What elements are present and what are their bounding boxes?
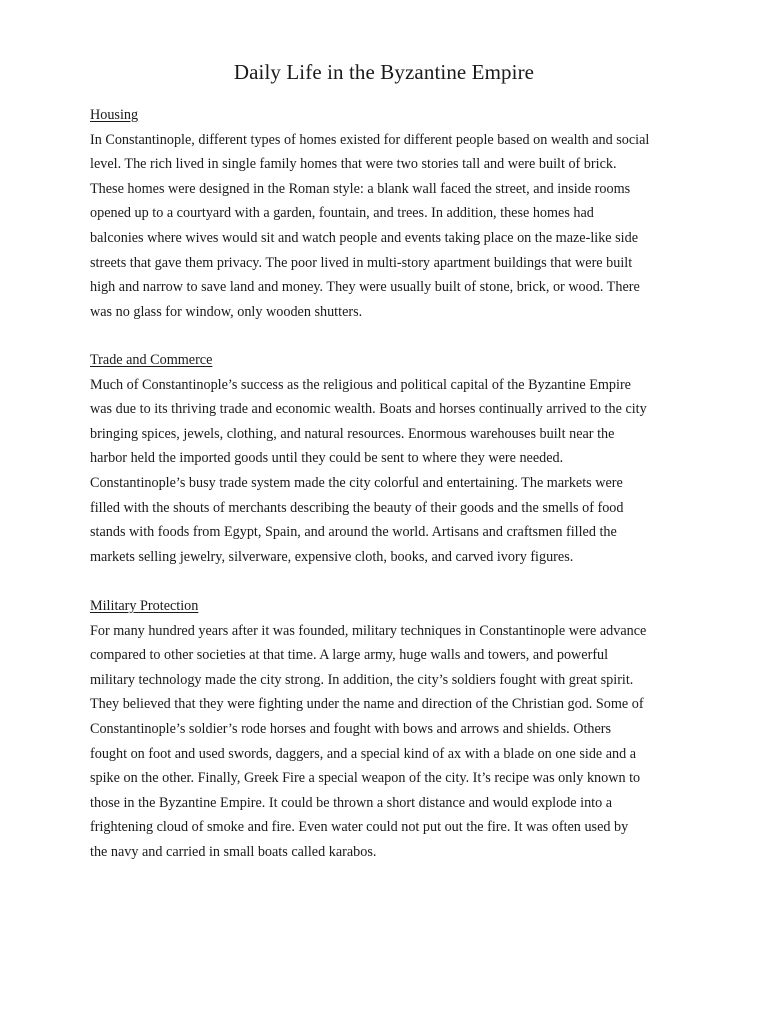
body-line: the navy and carried in small boats called karabos. (90, 843, 377, 860)
body-line: harbor held the imported goods until they could be sent to where they were needed. (90, 450, 564, 467)
page-title: Daily Life in the Byzantine Empire (233, 60, 535, 84)
section-heading-military-protection: Military Protection (90, 598, 199, 614)
body-line: Constantinople’s busy trade system made the city colorful and entertaining. The markets were (90, 474, 623, 491)
body-line: streets that gave them privacy. The poor lived in multi-story apartment buildings that were built (90, 254, 633, 271)
body-line: For many hundred years after it was founded, military techniques in Constantinople were advance (90, 622, 647, 639)
body-line: spike on the other. Finally, Greek Fire a special weapon of the city. It’s recipe was only known to (90, 770, 641, 787)
body-line: opened up to a courtyard with a garden, fountain, and trees. In addition, these homes had (90, 205, 594, 222)
body-line: level. The rich lived in single family homes that were two stories tall and were built of brick. (90, 156, 617, 173)
section-body-trade-and-commerce (90, 373, 698, 570)
body-line: military technology made the city strong. In addition, the city’s soldiers fought with great spirit. (90, 671, 634, 688)
section-heading-trade-and-commerce: Trade and Commerce (90, 352, 213, 368)
section-body-housing (90, 128, 698, 325)
body-line: those in the Byzantine Empire. It could be thrown a short distance and would explode into a (90, 794, 613, 811)
body-line: stands with foods from Egypt, Spain, and around the world. Artisans and craftsmen filled the (90, 524, 617, 541)
section-trade-and-commerce (90, 348, 698, 569)
section-heading-housing: Housing (90, 107, 139, 123)
body-line: These homes were designed in the Roman style: a blank wall faced the street, and inside rooms (90, 180, 631, 197)
body-line: high and narrow to save land and money. They were usually built of stone, brick, or wood. There (90, 279, 640, 296)
body-line: Constantinople’s soldier’s rode horses and fought with bows and arrows and shields. Others (90, 720, 612, 737)
body-line: Much of Constantinople’s success as the religious and political capital of the Byzantine Empire (90, 376, 631, 393)
body-line: They believed that they were fighting under the name and direction of the Christian god. Some of (90, 696, 644, 713)
body-line: was due to its thriving trade and economic wealth. Boats and horses continually arrived to the city (90, 401, 647, 418)
body-line: fought on foot and used swords, daggers, and a special kind of ax with a blade on one side and a (90, 745, 637, 762)
body-line: In Constantinople, different types of homes existed for different people based on wealth and social (90, 131, 650, 148)
body-line: filled with the shouts of merchants describing the beauty of their goods and the smells of food (90, 499, 624, 516)
section-body-military-protection (90, 619, 698, 865)
body-line: balconies where wives would sit and watch people and events taking place on the maze-like side (90, 229, 639, 246)
body-line: was no glass for window, only wooden shutters. (90, 303, 363, 320)
section-housing (90, 103, 698, 324)
body-line: compared to other societies at that time. A large army, huge walls and towers, and powerful (90, 647, 609, 664)
body-line: markets selling jewelry, silverware, expensive cloth, books, and carved ivory figures. (90, 548, 574, 565)
body-line: frightening cloud of smoke and fire. Even water could not put out the fire. It was often used by (90, 819, 629, 836)
body-line: bringing spices, jewels, clothing, and natural resources. Enormous warehouses built near the (90, 425, 615, 442)
section-military-protection (90, 594, 698, 865)
